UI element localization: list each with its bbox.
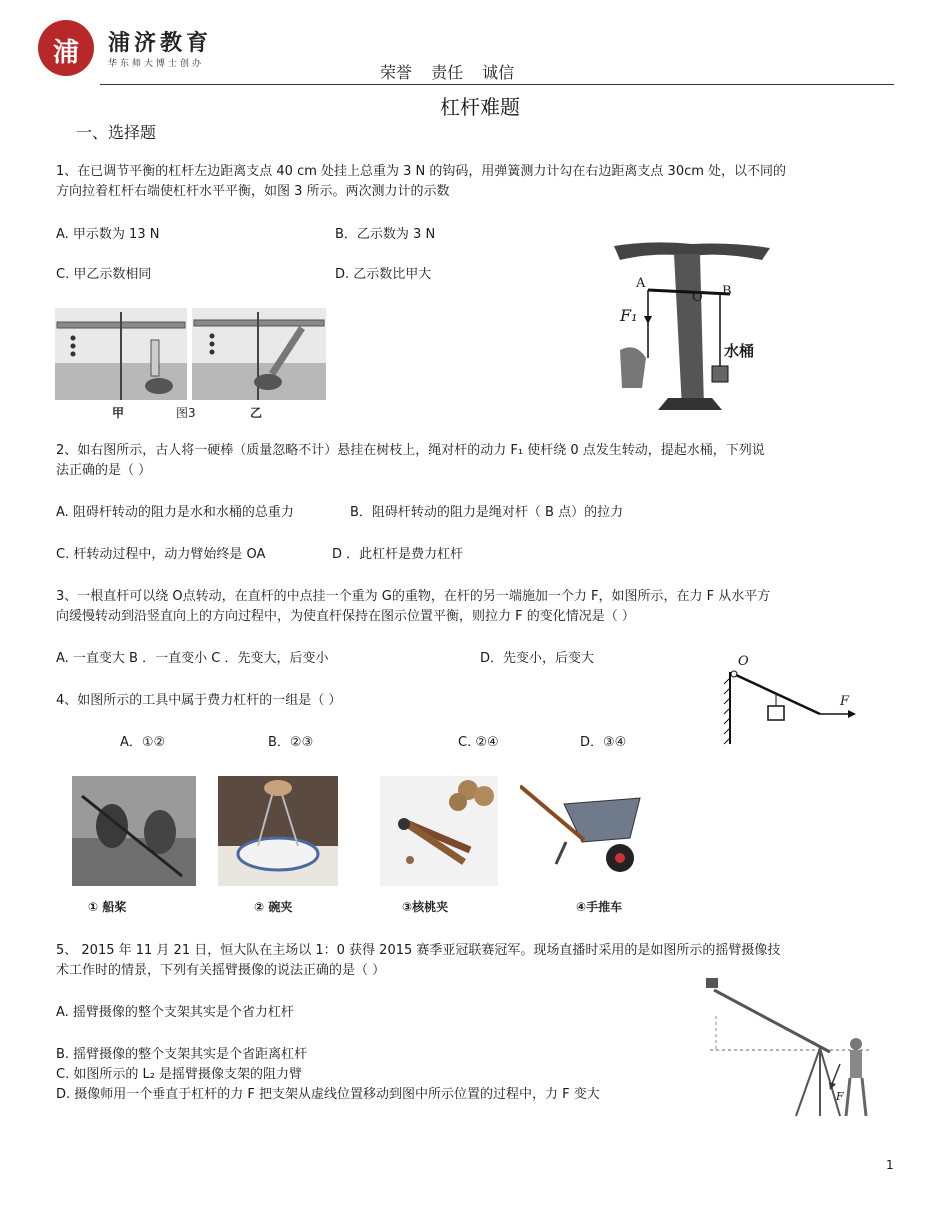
q2-option-b: B．阻碍杆转动的阻力是绳对杆（ B 点）的拉力 (350, 505, 624, 520)
q5-option-a: A. 摇臂摄像的整个支架其实是个省力杠杆 (56, 1005, 294, 1020)
q4-option-c: C. ②④ (458, 735, 499, 750)
q2-label-o: O (692, 290, 703, 305)
q5-option-b: B. 摇臂摄像的整个支架其实是个省距离杠杆 (56, 1047, 308, 1062)
q4-caption-3: ③核桃夹 (402, 900, 449, 914)
q4-caption-4: ④手推车 (576, 900, 623, 914)
brand-name: 浦济教育 (108, 31, 213, 56)
q3-line2: 向缓慢转动到沿竖直向上的方向过程中，为使直杆保持在图示位置平衡，则拉力 F 的变化情况是（ ） (56, 609, 635, 624)
q4-image-bowl-clip (218, 776, 338, 886)
q3-label-f: F (840, 694, 850, 709)
q1-option-d: D. 乙示数比甲大 (335, 267, 432, 282)
q2-label-b: B (722, 284, 732, 299)
q4-caption-1: ① 船桨 (88, 900, 127, 914)
q1-figure-jia (55, 308, 187, 400)
q4-image-oar (72, 776, 196, 886)
q3-option-d: D．先变小，后变大 (480, 651, 595, 666)
q1-option-b: B．乙示数为 3 N (335, 227, 436, 242)
page-number: 1 (886, 1158, 894, 1172)
q1-option-a: A. 甲示数为 13 N (56, 227, 160, 242)
header-divider (100, 84, 894, 85)
logo-char: 浦 (52, 38, 79, 68)
q3-options-abc: A. 一直变大 B ．一直变小 C ．先变大，后变小 (56, 651, 329, 666)
q2-option-d: D ．此杠杆是费力杠杆 (332, 547, 464, 562)
q2-line2: 法正确的是（ ） (56, 463, 152, 478)
q1-caption-yi: 乙 (250, 406, 263, 420)
q1-figure-yi (192, 308, 326, 400)
q5-option-c: C. 如图所示的 L₂ 是摇臂摄像支架的阻力臂 (56, 1067, 303, 1082)
q5-line2: 术工作时的情景，下列有关摇臂摄像的说法正确的是（ ） (56, 963, 386, 978)
brand-subtitle: 华东师大博士创办 (108, 59, 205, 69)
q3-line1: 3、一根直杆可以绕 O点转动，在直杆的中点挂一个重为 G的重物，在杆的另一端施加一个力 F，如图所示，在力 F 从水平方 (56, 589, 771, 604)
q5-figure-camera-crane (700, 972, 880, 1122)
q2-option-a: A. 阻碍杆转动的阻力是水和水桶的总重力 (56, 505, 294, 520)
q4-image-wheelbarrow (520, 776, 648, 886)
motto: 荣誉 责任 诚信 (380, 63, 515, 82)
q1-line1: 1、在已调节平衡的杠杆左边距离支点 40 cm 处挂上总重为 3 N 的钩码，用弹簧测力计勾在右边距离支点 30cm 处，以不同的 (56, 164, 787, 179)
q1-caption-jia: 甲 (112, 406, 125, 420)
q4-image-nutcracker (380, 776, 498, 886)
page-title: 杠杆难题 (440, 95, 520, 119)
q4-caption-2: ② 碗夹 (254, 900, 293, 914)
q5-line1: 5、 2015 年 11 月 21 日，恒大队在主场以 1：0 获得 2015 赛季亚冠联赛冠军。现场直播时采用的是如图所示的摇臂摄像技 (56, 943, 781, 958)
q4-option-a: A．①② (120, 735, 166, 750)
q4-option-d: D．③④ (580, 735, 627, 750)
q2-line1: 2、如右图所示，古人将一硬棒（质量忽略不计）悬挂在树枝上，绳对杆的动力 F₁ 使杆绕 0 点发生转动，提起水桶，下列说 (56, 443, 765, 458)
q2-label-f1: F₁ (620, 306, 638, 325)
q4-question: 4、如图所示的工具中属于费力杠杆的一组是（ ） (56, 693, 342, 708)
section-heading: 一、选择题 (76, 123, 157, 142)
q2-option-c: C. 杆转动过程中，动力臂始终是 OA (56, 547, 266, 562)
q5-option-d: D. 摄像师用一个垂直于杠杆的力 F 把支架从虚线位置移动到图中所示位置的过程中，力 F 变大 (56, 1087, 600, 1102)
q2-label-bucket: 水桶 (724, 342, 755, 360)
q1-line2: 方向拉着杠杆右端使杠杆水平平衡，如图 3 所示。两次测力计的示数 (56, 184, 450, 199)
q4-option-b: B．②③ (268, 735, 314, 750)
q1-caption-figure: 图3 (176, 406, 196, 420)
q1-option-c: C. 甲乙示数相同 (56, 267, 152, 282)
q5-label-f: F (836, 1090, 844, 1103)
q2-label-a: A (636, 276, 646, 291)
q3-label-o: O (738, 654, 749, 669)
